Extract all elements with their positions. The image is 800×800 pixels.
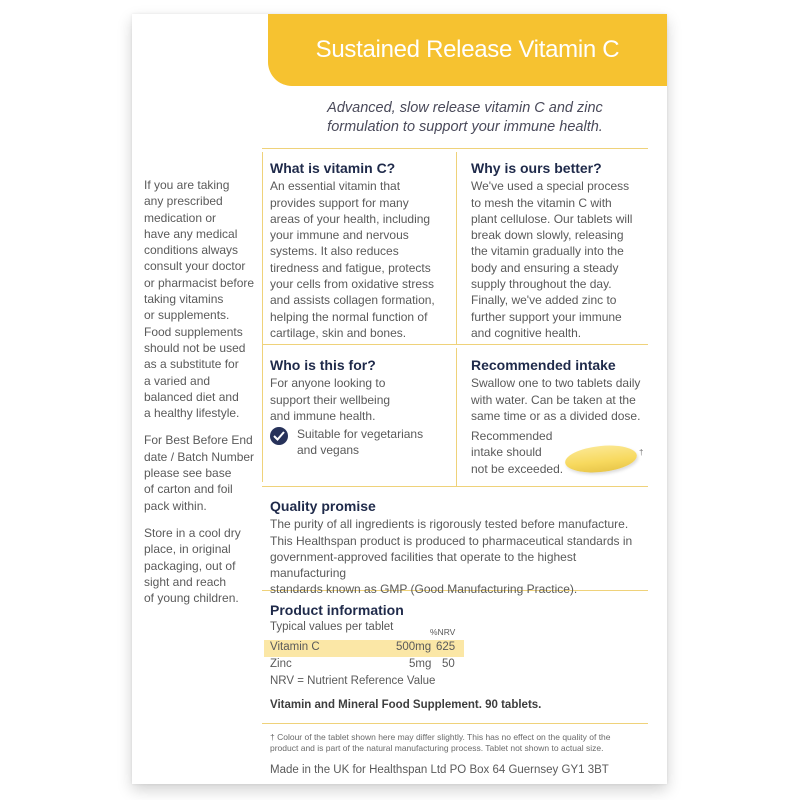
text-line: If you are taking: [144, 178, 230, 192]
text-line: This Healthspan product is produced to pharmaceutical standards in: [270, 533, 633, 548]
tagline-line: formulation to support your immune health.: [327, 119, 603, 135]
text-line: break down slowly, releasing: [471, 228, 624, 243]
divider: [456, 348, 457, 486]
best-before-note: [144, 432, 264, 513]
nutrient-nrv: 50: [442, 658, 455, 670]
text-line: your cells from oxidative stress: [270, 277, 435, 292]
product-title-banner: [268, 14, 667, 86]
footnote-line: † Colour of the tablet shown here may differ slightly. This has no effect on the quality of the: [270, 732, 611, 742]
text-line: helping the normal function of: [270, 309, 428, 324]
section-body: [471, 375, 661, 424]
table-row: [264, 657, 464, 674]
text-line: with water. Can be taken at the: [471, 392, 636, 407]
text-line: or pharmacist before: [144, 275, 255, 290]
text-line: to mesh the vitamin C with: [471, 195, 612, 210]
check-circle-icon: [270, 427, 288, 445]
nutrient-name: Vitamin C: [270, 641, 320, 653]
vegetarian-line: and vegans: [297, 443, 360, 458]
text-line: areas of your health, including: [270, 211, 431, 226]
text-line: Swallow one to two tablets daily: [471, 376, 641, 391]
vegetarian-line: Suitable for vegetarians: [297, 427, 424, 441]
text-line: For anyone looking to: [270, 376, 386, 391]
vegetarian-note: [297, 426, 467, 459]
product-info-section: [270, 602, 655, 636]
text-line: have any medical: [144, 226, 238, 241]
section-heading: Quality promise: [270, 498, 376, 514]
text-line: further support your immune: [471, 309, 622, 324]
text-line: the vitamin gradually into the: [471, 244, 624, 259]
nutrient-amount: 500mg: [396, 641, 432, 653]
text-line: We've used a special process: [471, 179, 630, 194]
section-body: [270, 375, 455, 424]
text-line: intake should: [471, 445, 542, 460]
section-body: [471, 178, 656, 341]
text-line: a varied and: [144, 373, 211, 388]
text-line: should not be used: [144, 340, 246, 355]
intake-warning: [471, 428, 571, 477]
why-better-section: [471, 160, 656, 341]
text-line: support their wellbeing: [270, 392, 391, 407]
text-line: body and ensuring a steady: [471, 260, 619, 275]
text-line: date / Batch Number: [144, 449, 255, 464]
text-line: An essential vitamin that: [270, 179, 401, 194]
text-line: medication or: [144, 210, 217, 225]
text-line: not be exceeded.: [471, 461, 564, 476]
nutrient-amount: 5mg: [409, 658, 432, 670]
section-heading: Product information: [270, 602, 404, 618]
what-is-section: [270, 160, 455, 341]
footnote: [270, 732, 630, 754]
divider: [262, 486, 648, 487]
text-line: Finally, we've added zinc to: [471, 293, 617, 308]
text-line: a healthy lifestyle.: [144, 406, 240, 421]
text-line: conditions always: [144, 243, 239, 258]
dagger-mark: †: [639, 448, 644, 457]
intake-warning-text: [471, 428, 571, 477]
text-line: plant cellulose. Our tablets will: [471, 211, 633, 226]
table-row: [264, 640, 464, 657]
storage-note: [144, 525, 264, 606]
typical-values-label: Typical values per tablet: [270, 621, 394, 634]
text-line: pack within.: [144, 498, 207, 513]
text-line: consult your doctor: [144, 259, 246, 274]
supplement-line: Vitamin and Mineral Food Supplement. 90 tablets.: [270, 699, 542, 711]
nrv-column-header: %NRV: [430, 627, 456, 637]
section-body: [270, 516, 655, 597]
intake-section: [471, 357, 661, 424]
text-line: Food supplements: [144, 324, 243, 339]
text-line: and immune health.: [270, 408, 376, 423]
divider: [262, 723, 648, 724]
text-line: please see base: [144, 466, 232, 481]
text-line: place, in original: [144, 542, 231, 557]
text-line: of carton and foil: [144, 482, 233, 497]
divider: [262, 344, 648, 345]
text-line: packaging, out of: [144, 558, 236, 573]
text-line: any prescribed: [144, 194, 223, 209]
text-line: and assists collagen formation,: [270, 293, 435, 308]
section-heading: Recommended intake: [471, 357, 616, 373]
text-line: as a substitute for: [144, 357, 239, 372]
section-body: [270, 178, 455, 341]
text-line: same time or as a divided dose.: [471, 408, 641, 423]
text-line: government-approved facilities that operate to the highest manufacturing: [270, 549, 577, 581]
text-line: The purity of all ingredients is rigorously tested before manufacture.: [270, 517, 629, 532]
left-column: [144, 177, 264, 617]
quality-section: [270, 498, 655, 598]
text-line: tiredness and fatigue, protects: [270, 260, 431, 275]
text-line: Recommended: [471, 429, 553, 443]
text-line: cartilage, skin and bones.: [270, 325, 407, 340]
text-line: your immune and nervous: [270, 228, 409, 243]
text-line: of young children.: [144, 591, 239, 606]
section-heading: What is vitamin C?: [270, 160, 396, 176]
nutrient-name: Zinc: [270, 658, 292, 670]
text-line: provides support for many: [270, 195, 409, 210]
text-line: or supplements.: [144, 308, 230, 323]
nrv-note: NRV = Nutrient Reference Value: [270, 675, 436, 687]
text-line: supply throughout the day.: [471, 277, 612, 292]
footnote-line: product and is part of the natural manufacturing process. Tablet not shown to actual size.: [270, 743, 604, 753]
tagline: [275, 99, 655, 137]
who-for-section: [270, 357, 455, 424]
divider: [262, 148, 648, 149]
product-title: Sustained Release Vitamin C: [315, 36, 620, 63]
text-line: Store in a cool dry: [144, 525, 241, 540]
section-heading: Why is ours better?: [471, 160, 602, 176]
text-line: standards known as GMP (Good Manufacturing Practice).: [270, 582, 578, 597]
text-line: balanced diet and: [144, 389, 239, 404]
made-in-line: Made in the UK for Healthspan Ltd PO Box 64 Guernsey GY1 3BT: [270, 764, 609, 776]
text-line: taking vitamins: [144, 292, 224, 307]
medication-warning: [144, 177, 264, 421]
text-line: For Best Before End: [144, 433, 253, 448]
section-heading: Who is this for?: [270, 357, 376, 373]
text-line: and cognitive health.: [471, 325, 582, 340]
nutrient-nrv: 625: [436, 641, 456, 653]
tagline-line: Advanced, slow release vitamin C and zinc: [327, 100, 603, 116]
text-line: systems. It also reduces: [270, 244, 399, 259]
divider: [456, 152, 457, 344]
text-line: sight and reach: [144, 574, 227, 589]
